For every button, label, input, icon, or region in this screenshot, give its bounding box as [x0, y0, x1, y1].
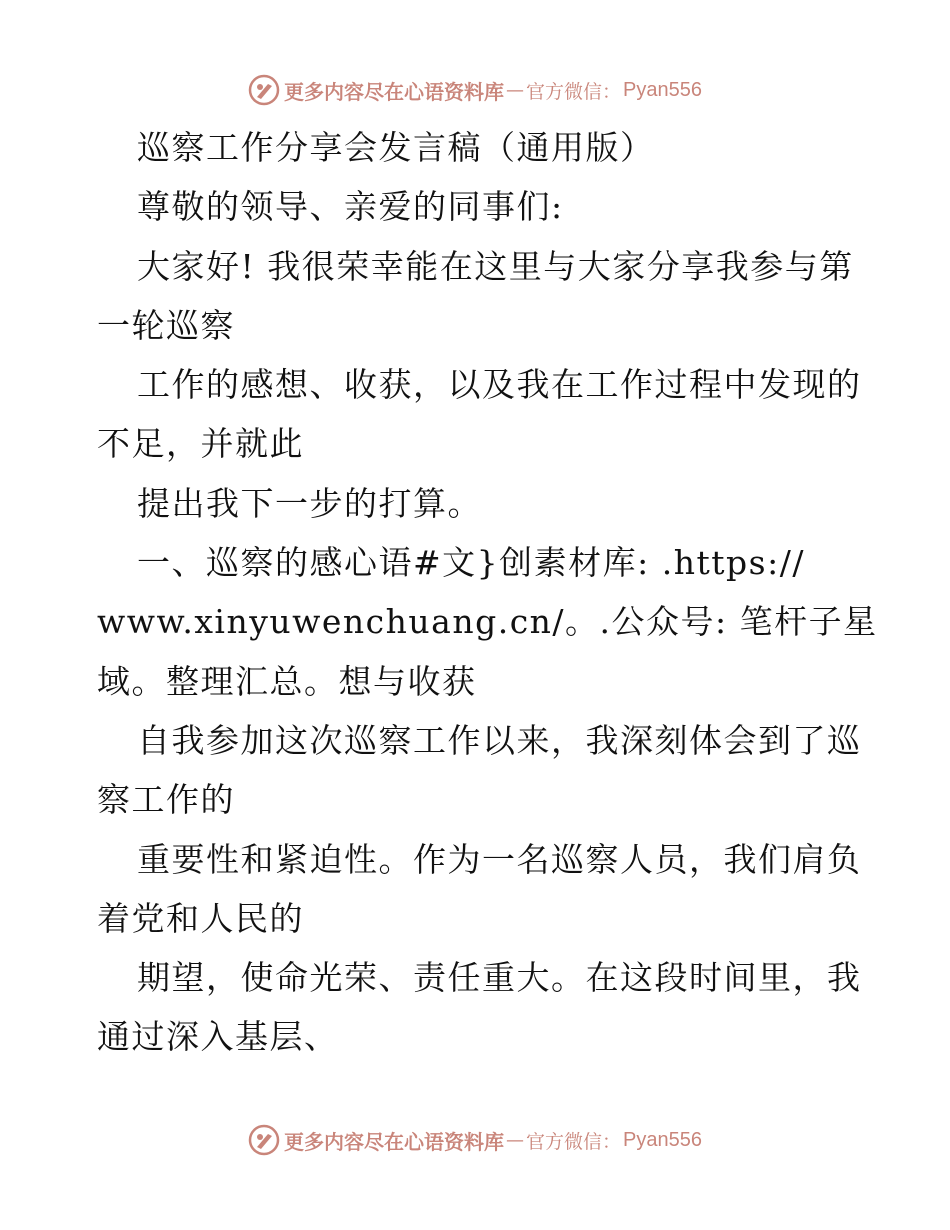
section-heading-line: 域。整理汇总。想与收获 [97, 661, 477, 701]
pen-nib-logo-icon [248, 1124, 280, 1156]
wechat-handle: Pyan556 [623, 1128, 702, 1151]
section-heading-line: 一、巡察的感心语#文}创素材库: .https:// [137, 543, 805, 583]
paragraph-line: 着党和人民的 [97, 898, 304, 938]
header-watermark-banner [0, 70, 950, 110]
pen-nib-logo-icon [248, 74, 280, 106]
document-body [97, 118, 878, 1067]
brand-text: 更多内容尽在心语资料库 [284, 1129, 504, 1154]
wechat-handle: Pyan556 [623, 78, 702, 101]
section-heading-line: www.xinyuwenchuang.cn/。.公众号: 笔杆子星 [97, 602, 878, 642]
paragraph-line: 通过深入基层、 [97, 1017, 339, 1057]
brand-text: 更多内容尽在心语资料库 [284, 79, 504, 104]
banner-separator: — [506, 1129, 524, 1151]
paragraph-line: 大家好! 我很荣幸能在这里与大家分享我参与第 [137, 246, 854, 286]
paragraph-line: 提出我下一步的打算。 [137, 483, 482, 523]
paragraph-line: 期望，使命光荣、责任重大。在这段时间里，我 [137, 958, 862, 998]
paragraph-line: 不足，并就此 [97, 424, 304, 464]
paragraph-line: 一轮巡察 [97, 305, 235, 345]
wechat-label: 官方微信： [526, 1130, 622, 1153]
banner-separator: — [506, 79, 524, 101]
wechat-label: 官方微信： [526, 80, 622, 103]
paragraph-line: 工作的感想、收获，以及我在工作过程中发现的 [137, 365, 862, 405]
document-title: 巡察工作分享会发言稿（通用版） [137, 128, 655, 167]
paragraph-line: 自我参加这次巡察工作以来，我深刻体会到了巡 [137, 720, 862, 760]
salutation-line: 尊敬的领导、亲爱的同事们: [137, 187, 564, 227]
footer-watermark-banner [0, 1120, 950, 1160]
paragraph-line: 察工作的 [97, 780, 235, 820]
paragraph-line: 重要性和紧迫性。作为一名巡察人员，我们肩负 [137, 839, 862, 879]
